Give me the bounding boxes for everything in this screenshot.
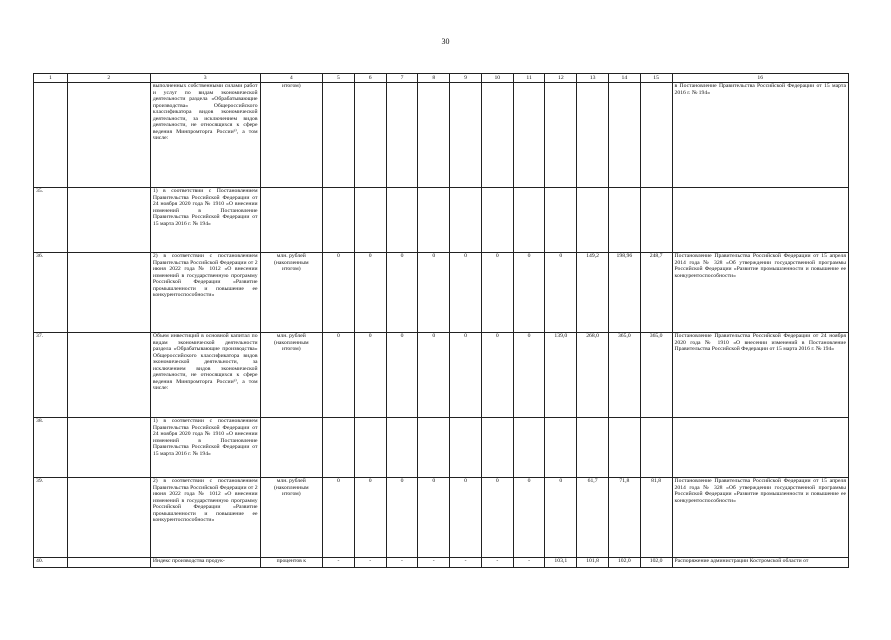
table-row [34,558,849,568]
value-cell [640,188,672,253]
value-cell [577,188,609,253]
value-cell [386,418,418,478]
value-cell: 0 [323,478,355,558]
unit-cell: млн. рублей (накопленным итогом) [260,478,323,558]
col-header: 4 [260,74,323,83]
value-cell: - [386,558,418,568]
value-cell [481,188,513,253]
col-header: 3 [150,74,260,83]
indicator-name: 2) в соответствии с постановлением Правительства Российской Федерации от 2 июня 2022 года № 1012 «О внесении изменений в государственную программу Российской Федерации «Развитие промышленности и повышение ее конкурентоспособности» [150,253,260,333]
value-cell: 365,0 [640,333,672,418]
source-document: Постановление Правительства Российской Федерации от 15 апреля 2014 года № 328 «Об утверждении государственной программы Российской Федерации «Развитие промышленности и повышение ее конкурентоспособности» [672,478,849,558]
col-header: 11 [513,74,545,83]
value-cell: 101,8 [577,558,609,568]
value-cell: 0 [323,333,355,418]
table-row [34,333,849,418]
row-number: 40. [34,558,68,568]
value-cell [513,418,545,478]
row-number: 38. [34,418,68,478]
value-cell [418,83,450,188]
value-cell [386,83,418,188]
value-cell: 0 [513,253,545,333]
col-header: 1 [34,74,68,83]
col-header: 9 [450,74,482,83]
row-number [34,83,68,188]
row-cell-empty [67,558,150,568]
value-cell: 0 [418,253,450,333]
value-cell [608,83,640,188]
table-row [34,478,849,558]
value-cell: 0 [386,333,418,418]
value-cell: - [323,558,355,568]
value-cell [577,83,609,188]
value-cell [323,83,355,188]
col-header: 14 [608,74,640,83]
value-cell [640,418,672,478]
value-cell [545,188,577,253]
source-document: в Постановление Правительства Российской Федерации от 15 марта 2016 г. № 194» [672,83,849,188]
row-cell-empty [67,83,150,188]
value-cell: 103,1 [545,558,577,568]
value-cell: 0 [545,478,577,558]
col-header: 10 [481,74,513,83]
unit-cell [260,188,323,253]
value-cell [608,188,640,253]
value-cell: - [513,558,545,568]
value-cell: 139,0 [545,333,577,418]
row-number: 36. [34,253,68,333]
row-number: 35. [34,188,68,253]
col-header: 2 [67,74,150,83]
table-row [34,83,849,188]
value-cell [481,83,513,188]
unit-cell: итогом) [260,83,323,188]
value-cell: 0 [354,478,386,558]
value-cell: 0 [481,478,513,558]
value-cell: 0 [450,478,482,558]
value-cell: 0 [354,253,386,333]
value-cell [545,418,577,478]
value-cell: 102,0 [608,558,640,568]
row-cell-empty [67,333,150,418]
value-cell: 0 [386,478,418,558]
value-cell: - [354,558,386,568]
value-cell: 0 [481,253,513,333]
value-cell: 198,96 [608,253,640,333]
value-cell [481,418,513,478]
value-cell [418,418,450,478]
value-cell: 0 [545,253,577,333]
row-cell-empty [67,253,150,333]
col-header: 6 [354,74,386,83]
col-header: 16 [672,74,849,83]
row-cell-empty [67,418,150,478]
value-cell: 81,8 [640,478,672,558]
value-cell [354,418,386,478]
value-cell: - [481,558,513,568]
col-header: 12 [545,74,577,83]
indicator-name: 1) в соответствии с Постановлением Правительства Российской Федерации от 24 ноября 2020 года № 1910 «О внесении изменений в Постановление Правительства Российской Федерации от 15 марта 2016 г. № 194» [150,188,260,253]
value-cell: 268,0 [577,333,609,418]
value-cell [577,418,609,478]
value-cell [386,188,418,253]
col-header: 8 [418,74,450,83]
unit-cell [260,418,323,478]
value-cell [450,418,482,478]
value-cell: 0 [481,333,513,418]
value-cell: 0 [354,333,386,418]
indicator-name: выполненных собственными силами работ и услуг по видам экономической деятельности раздела «Обрабатывающие производства» Общероссийского классификатора видов экономической деятельности, за исключением видов деятельности, не относящихся к сфере ведения Минпромторга России³⁾, а том числе: [150,83,260,188]
value-cell [323,188,355,253]
source-document [672,188,849,253]
unit-cell: млн. рублей (накопленным итогом) [260,253,323,333]
value-cell [418,188,450,253]
source-document: Постановление Правительства Российской Федерации от 15 апреля 2014 года № 328 «Об утверждении государственной программы Российской Федерации «Развитие промышленности и повышение ее конкурентоспособности» [672,253,849,333]
source-document: Постановление Правительства Российской Федерации от 24 ноября 2020 года № 1910 «О внесении изменений в Постановление Правительства Российской Федерации от 15 марта 2016 г. № 194» [672,333,849,418]
value-cell [450,83,482,188]
indicator-name: 1) в соответствии с постановлением Правительства Российской Федерации от 24 ноября 2020 года № 1910 «О внесении изменений в Постановление Правительства Российской Федерации от 15 марта 2016 г. № 194» [150,418,260,478]
row-number: 39. [34,478,68,558]
value-cell: 102,0 [640,558,672,568]
value-cell [354,188,386,253]
row-cell-empty [67,188,150,253]
value-cell: 365,0 [608,333,640,418]
value-cell: 0 [323,253,355,333]
table-row [34,188,849,253]
value-cell: 0 [513,333,545,418]
table-row [34,253,849,333]
unit-cell: млн. рублей (накопленным итогом) [260,333,323,418]
value-cell: 0 [513,478,545,558]
value-cell [323,418,355,478]
indicators-table [33,73,849,568]
col-header: 13 [577,74,609,83]
indicator-name: Индекс производства продук- [150,558,260,568]
source-document [672,418,849,478]
table-row [34,418,849,478]
value-cell [608,418,640,478]
value-cell: 149,2 [577,253,609,333]
value-cell: 0 [450,253,482,333]
value-cell [450,188,482,253]
value-cell: - [418,558,450,568]
value-cell: 61,7 [577,478,609,558]
row-number: 37. [34,333,68,418]
value-cell [513,188,545,253]
value-cell: 0 [386,253,418,333]
unit-cell: процентов к [260,558,323,568]
value-cell: - [450,558,482,568]
value-cell: 0 [418,333,450,418]
value-cell: 71,8 [608,478,640,558]
value-cell: 0 [418,478,450,558]
indicator-name: Объем инвестиций в основной капитал по видам экономической деятельности раздела «Обрабатывающие производства» Общероссийского классификатора видов экономической деятельности, за исключением видов экономической деятельности, не относящихся к сфере ведения Минпромторга России³⁾, а том числе: [150,333,260,418]
page-number: 30 [441,37,450,46]
source-document: Распоряжение администрации Костромской области от [672,558,849,568]
indicator-name: 2) в соответствии с постановлением Правительства Российской Федерации от 2 июня 2022 года № 1012 «О внесении изменений в государственную программу Российской Федерации «Развитие промышленности и повышение ее конкурентоспособности» [150,478,260,558]
value-cell [354,83,386,188]
value-cell [545,83,577,188]
col-header: 15 [640,74,672,83]
value-cell [513,83,545,188]
row-cell-empty [67,478,150,558]
value-cell [640,83,672,188]
col-header: 7 [386,74,418,83]
value-cell: 0 [450,333,482,418]
col-header: 5 [323,74,355,83]
value-cell: 248,7 [640,253,672,333]
header-row [34,74,849,83]
